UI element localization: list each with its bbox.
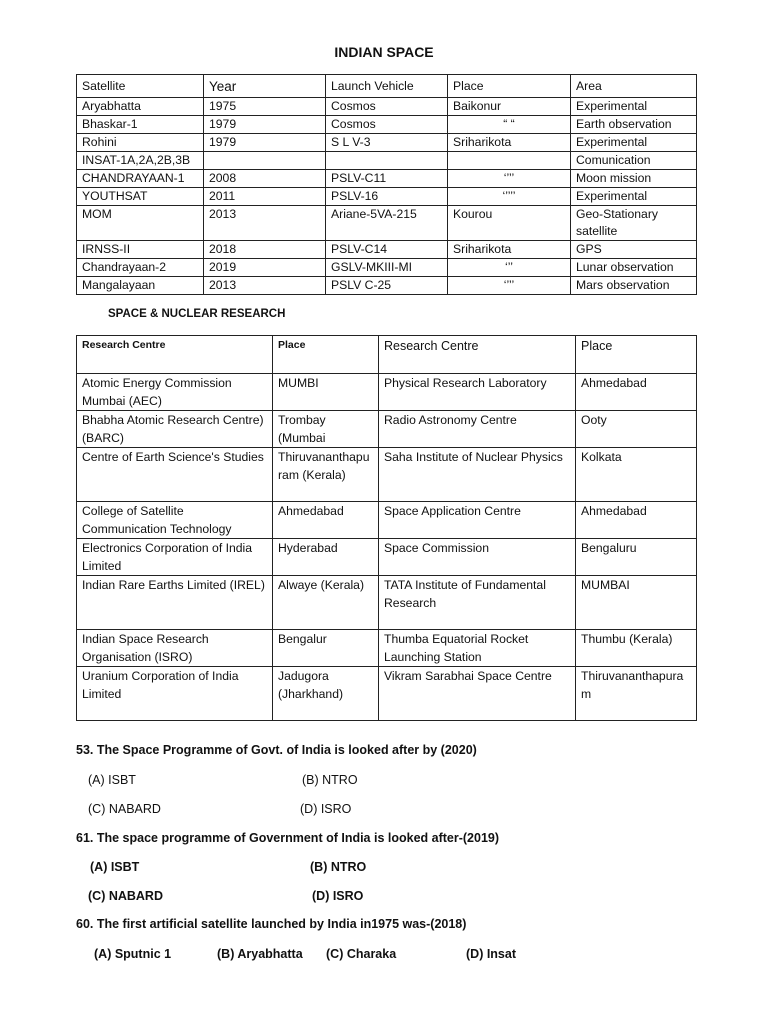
header-cell: Research Centre bbox=[379, 336, 576, 374]
table-cell: Atomic Energy Commission Mumbai (AEC) bbox=[77, 374, 273, 411]
table-cell: Cosmos bbox=[326, 116, 448, 134]
table-cell: “ “ bbox=[448, 116, 571, 134]
table-row bbox=[77, 98, 697, 116]
table-cell: Alwaye (Kerala) bbox=[273, 576, 379, 630]
table-row bbox=[77, 241, 697, 259]
option-b: (B) NTRO bbox=[302, 773, 358, 787]
table-cell: Comunication bbox=[571, 152, 697, 170]
table-cell: Trombay (Mumbai bbox=[273, 411, 379, 448]
table-row bbox=[77, 448, 697, 502]
table-cell: College of Satellite Communication Technology bbox=[77, 502, 273, 539]
table-cell: Hyderabad bbox=[273, 539, 379, 576]
satellite-table bbox=[76, 74, 697, 295]
table-cell: Mangalayaan bbox=[77, 277, 204, 295]
table-cell: CHANDRAYAAN-1 bbox=[77, 170, 204, 188]
option-d: (D) ISRO bbox=[312, 889, 364, 903]
table-cell: Indian Rare Earths Limited (IREL) bbox=[77, 576, 273, 630]
table-row bbox=[77, 411, 697, 448]
table-cell: Rohini bbox=[77, 134, 204, 152]
table-cell: Thumba Equatorial Rocket Launching Station bbox=[379, 630, 576, 667]
research-table bbox=[76, 335, 697, 721]
table-cell: Sriharikota bbox=[448, 241, 571, 259]
table-cell: MUMBAI bbox=[576, 576, 697, 630]
table-cell: Ooty bbox=[576, 411, 697, 448]
table-cell: 2013 bbox=[204, 206, 326, 241]
question-53: 53. The Space Programme of Govt. of India is looked after by (2020) bbox=[76, 743, 477, 757]
table-cell: 1979 bbox=[204, 134, 326, 152]
table-cell: INSAT-1A,2A,2B,3B bbox=[77, 152, 204, 170]
table-cell: Space Application Centre bbox=[379, 502, 576, 539]
table-cell: ‘’’’ bbox=[448, 277, 571, 295]
table-cell: Experimental bbox=[571, 188, 697, 206]
table-cell: Space Commission bbox=[379, 539, 576, 576]
table-row bbox=[77, 630, 697, 667]
table-cell: Thiruvananthapuram (Kerala) bbox=[273, 448, 379, 502]
table-cell: 2011 bbox=[204, 188, 326, 206]
table-header-row bbox=[77, 336, 697, 374]
table-cell: 1979 bbox=[204, 116, 326, 134]
table-cell: Earth observation bbox=[571, 116, 697, 134]
table-cell: Electronics Corporation of India Limited bbox=[77, 539, 273, 576]
table-cell: Aryabhatta bbox=[77, 98, 204, 116]
header-cell: Place bbox=[576, 336, 697, 374]
table-cell bbox=[204, 152, 326, 170]
option-b: (B) NTRO bbox=[310, 860, 367, 874]
table-cell: Lunar observation bbox=[571, 259, 697, 277]
table-row bbox=[77, 152, 697, 170]
table-row bbox=[77, 134, 697, 152]
table-cell: Indian Space Research Organisation (ISRO) bbox=[77, 630, 273, 667]
option-c: (C) Charaka bbox=[326, 947, 397, 961]
table-cell: ‘’’’ bbox=[448, 170, 571, 188]
option-b: (B) Aryabhatta bbox=[217, 947, 303, 961]
table-cell: Bhabha Atomic Research Centre) (BARC) bbox=[77, 411, 273, 448]
table-cell: Moon mission bbox=[571, 170, 697, 188]
option-d: (D) Insat bbox=[466, 947, 516, 961]
table-cell: Kourou bbox=[448, 206, 571, 241]
table-cell: Centre of Earth Science's Studies bbox=[77, 448, 273, 502]
table-cell: Vikram Sarabhai Space Centre bbox=[379, 667, 576, 721]
table-cell: Bengaluru bbox=[576, 539, 697, 576]
table-cell: Ahmedabad bbox=[273, 502, 379, 539]
table-row bbox=[77, 259, 697, 277]
header-cell: Year bbox=[204, 75, 326, 98]
table-cell: Baikonur bbox=[448, 98, 571, 116]
option-c: (C) NABARD bbox=[88, 889, 163, 903]
table-cell: ‘’’ bbox=[448, 259, 571, 277]
table-row bbox=[77, 116, 697, 134]
table-cell: Sriharikota bbox=[448, 134, 571, 152]
table-cell: YOUTHSAT bbox=[77, 188, 204, 206]
table-cell: GSLV-MKIII-MI bbox=[326, 259, 448, 277]
table-row bbox=[77, 374, 697, 411]
table-cell: S L V-3 bbox=[326, 134, 448, 152]
table-cell: 2013 bbox=[204, 277, 326, 295]
header-cell: Area bbox=[571, 75, 697, 98]
table-cell: PSLV-16 bbox=[326, 188, 448, 206]
header-cell: Launch Vehicle bbox=[326, 75, 448, 98]
table-cell bbox=[326, 152, 448, 170]
table-row bbox=[77, 539, 697, 576]
table-cell: Geo-Stationary satellite bbox=[571, 206, 697, 241]
table-row bbox=[77, 170, 697, 188]
table-cell: 2019 bbox=[204, 259, 326, 277]
table-cell: IRNSS-II bbox=[77, 241, 204, 259]
table-cell: PSLV-C11 bbox=[326, 170, 448, 188]
table-cell: 1975 bbox=[204, 98, 326, 116]
header-cell: Satellite bbox=[77, 75, 204, 98]
table-cell: Saha Institute of Nuclear Physics bbox=[379, 448, 576, 502]
table-cell: TATA Institute of Fundamental Research bbox=[379, 576, 576, 630]
table-cell: Jadugora (Jharkhand) bbox=[273, 667, 379, 721]
table-cell bbox=[448, 152, 571, 170]
table-cell: Cosmos bbox=[326, 98, 448, 116]
table-cell: Thumbu (Kerala) bbox=[576, 630, 697, 667]
option-c: (C) NABARD bbox=[88, 802, 161, 816]
table-cell: Physical Research Laboratory bbox=[379, 374, 576, 411]
section-subtitle: SPACE & NUCLEAR RESEARCH bbox=[108, 308, 286, 320]
table-cell: Ahmedabad bbox=[576, 374, 697, 411]
table-cell: Thiruvananthapuram bbox=[576, 667, 697, 721]
option-a: (A) ISBT bbox=[90, 860, 140, 874]
table-cell: 2008 bbox=[204, 170, 326, 188]
header-cell: Place bbox=[273, 336, 379, 374]
question-60: 60. The first artificial satellite launched by India in1975 was-(2018) bbox=[76, 917, 467, 931]
table-cell: GPS bbox=[571, 241, 697, 259]
table-cell: ‘’’’’ bbox=[448, 188, 571, 206]
table-cell: Ariane-5VA-215 bbox=[326, 206, 448, 241]
table-cell: Chandrayaan-2 bbox=[77, 259, 204, 277]
table-cell: Experimental bbox=[571, 98, 697, 116]
table-cell: Uranium Corporation of India Limited bbox=[77, 667, 273, 721]
option-a: (A) ISBT bbox=[88, 773, 136, 787]
table-header-row bbox=[77, 75, 697, 98]
table-cell: Bengalur bbox=[273, 630, 379, 667]
table-cell: PSLV C-25 bbox=[326, 277, 448, 295]
table-row bbox=[77, 277, 697, 295]
table-row bbox=[77, 502, 697, 539]
table-row bbox=[77, 667, 697, 721]
table-cell: MOM bbox=[77, 206, 204, 241]
table-cell: Kolkata bbox=[576, 448, 697, 502]
table-row bbox=[77, 206, 697, 241]
option-d: (D) ISRO bbox=[300, 802, 352, 816]
table-cell: Experimental bbox=[571, 134, 697, 152]
table-row bbox=[77, 188, 697, 206]
question-61: 61. The space programme of Government of India is looked after-(2019) bbox=[76, 831, 500, 845]
header-cell: Place bbox=[448, 75, 571, 98]
table-cell: MUMBI bbox=[273, 374, 379, 411]
table-cell: Radio Astronomy Centre bbox=[379, 411, 576, 448]
table-cell: Bhaskar-1 bbox=[77, 116, 204, 134]
table-cell: Ahmedabad bbox=[576, 502, 697, 539]
page-title: INDIAN SPACE bbox=[334, 44, 434, 60]
option-a: (A) Sputnic 1 bbox=[94, 947, 172, 961]
header-cell: Research Centre bbox=[77, 336, 273, 374]
table-cell: Mars observation bbox=[571, 277, 697, 295]
table-cell: PSLV-C14 bbox=[326, 241, 448, 259]
table-cell: 2018 bbox=[204, 241, 326, 259]
table-row bbox=[77, 576, 697, 630]
